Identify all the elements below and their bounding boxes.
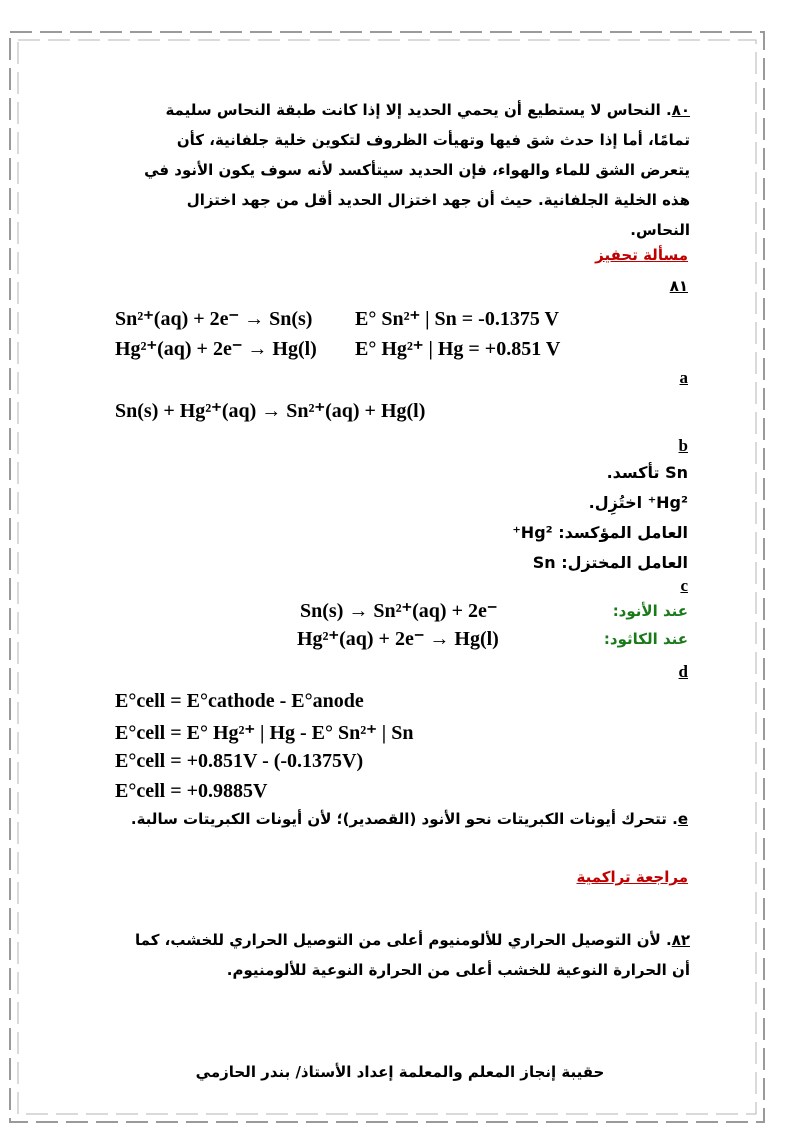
q80-text: . النحاس لا يستطيع أن يحمي الحديد إلا إذا كانت طبقة النحاس سليمة تمامًا، أما إذا حدث شق فيها وتهيأت الظروف لتكوين خلية جلفانية، كأن يتعرض الشق للماء والهواء، فإن الحديد سيتأكسد لأنه سوف يكون الأنود في هذه الخلية الجلفانية. حيث أن جهد اختزال الحديد أقل من جهد اختزال النحاس. [144,101,690,239]
sn-half-reaction: Sn²⁺(aq) + 2e⁻ → Sn(s) [115,308,313,330]
label-b: b [678,436,688,455]
ecell-substitution: E°cell = E° Hg²⁺ | Hg - E° Sn²⁺ | Sn [115,722,414,744]
label-a: a [679,368,688,387]
sn-potential: E° Sn²⁺ | Sn = -0.1375 V [355,308,559,330]
reducing-agent: العامل المختزل: Sn [532,553,688,572]
label-c: c [680,576,688,595]
label-d: d [678,662,688,681]
q82-number: ٨٢ [671,931,690,949]
overall-reaction: Sn(s) + Hg²⁺(aq) → Sn²⁺(aq) + Hg(l) [115,400,426,422]
ecell-result: E°cell = +0.9885V [115,780,268,802]
anode-reaction: Sn(s) → Sn²⁺(aq) + 2e⁻ [300,600,498,622]
label-e: e [677,810,688,828]
q80-paragraph [130,95,690,245]
q82-paragraph [130,925,690,985]
footer: حقيبة إنجاز المعلم والمعلمة إعداد الأستاذ/ بندر الحازمي [195,1063,605,1081]
part-e-text: . تتحرك أيونات الكبريتات نحو الأنود (القصدير)؛ لأن أيونات الكبريتات سالبة. [130,810,678,828]
cathode-label: عند الكاثود: [603,630,688,648]
part-b-list [512,458,688,578]
ecell-formula: E°cell = E°cathode - E°anode [115,690,364,712]
challenge-heading: مسألة تحفيز [595,246,688,264]
hg-half-reaction: Hg²⁺(aq) + 2e⁻ → Hg(l) [115,338,317,360]
sn-oxidized: Sn تأكسد. [606,463,688,482]
ecell-values: E°cell = +0.851V - (-0.1375V) [115,750,364,772]
q81-number: ٨١ [669,277,688,295]
cathode-reaction: Hg²⁺(aq) + 2e⁻ → Hg(l) [297,628,499,650]
q80-number: ٨٠ [671,101,690,119]
oxidizing-agent: العامل المؤكسد: Hg²⁺ [512,523,688,542]
q82-text: . لأن التوصيل الحراري للألومنيوم أعلى من التوصيل الحراري للخشب، كما أن الحرارة النوعية للخشب أعلى من الحرارة النوعية للألومنيوم. [135,931,690,979]
review-heading: مراجعة تراكمية [576,868,688,886]
anode-label: عند الأنود: [612,602,688,620]
hg-reduced: Hg²⁺ اختُزِل. [588,493,688,512]
hg-potential: E° Hg²⁺ | Hg = +0.851 V [355,338,561,360]
part-e [128,810,688,828]
